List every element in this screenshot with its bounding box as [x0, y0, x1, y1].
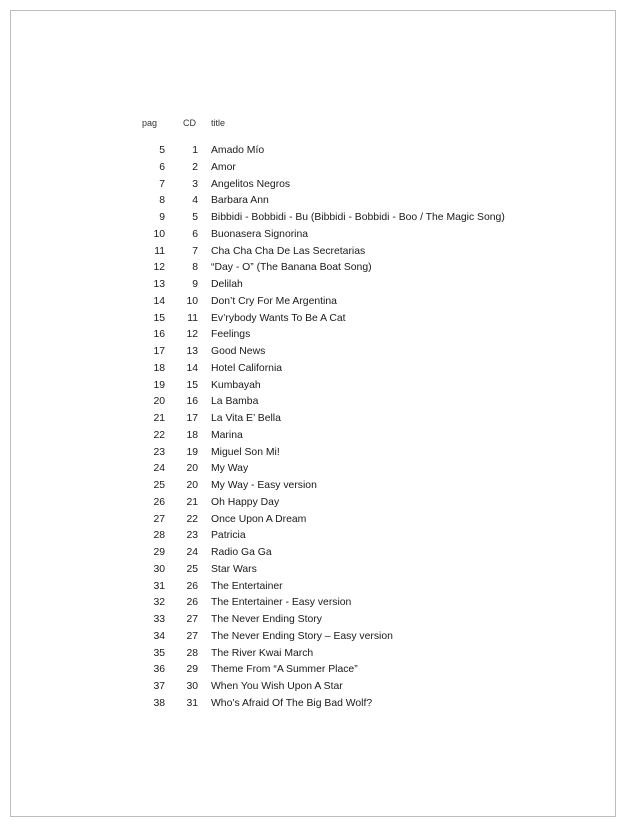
table-row — [0, 562, 600, 579]
song-title: My Way - Easy version — [211, 480, 317, 491]
page-number: 18 — [153, 362, 165, 374]
page-number: 7 — [159, 178, 165, 190]
table-row — [0, 177, 600, 194]
page-number: 11 — [154, 245, 165, 257]
cd-track-number: 27 — [186, 614, 198, 625]
page-number: 17 — [153, 346, 165, 357]
cd-track-number: 20 — [186, 463, 198, 475]
table-row — [0, 679, 600, 696]
cd-track-number: 7 — [192, 245, 198, 257]
cd-track-number: 11 — [187, 312, 198, 324]
header-pag: pag — [142, 118, 158, 128]
cd-track-number: 22 — [186, 513, 198, 525]
cd-track-number: 28 — [186, 647, 198, 659]
cd-track-number: 26 — [186, 580, 198, 592]
table-row — [0, 662, 600, 679]
page-number: 32 — [153, 597, 165, 609]
page-number: 25 — [153, 480, 165, 491]
page-number: 8 — [159, 195, 165, 207]
page-number: 6 — [159, 161, 165, 173]
song-title: When You Wish Upon A Star — [211, 681, 343, 692]
song-title: Amor — [211, 161, 236, 173]
song-title: Star Wars — [211, 563, 257, 575]
cd-track-number: 17 — [186, 413, 198, 424]
table-row — [0, 344, 600, 361]
song-title: Barbara Ann — [211, 195, 269, 207]
table-row — [0, 394, 600, 411]
page-number: 10 — [153, 228, 165, 240]
header-cd: CD — [183, 118, 196, 128]
table-row — [0, 512, 600, 529]
table-row — [0, 445, 600, 462]
cd-track-number: 26 — [186, 597, 198, 609]
song-title: Amado Mío — [211, 145, 265, 156]
page-number: 16 — [153, 329, 165, 341]
table-row — [0, 143, 600, 160]
page-number: 19 — [153, 379, 165, 391]
cd-track-number: 15 — [186, 379, 198, 391]
cd-track-number: 10 — [186, 295, 198, 307]
table-row — [0, 495, 600, 512]
page-number: 38 — [153, 697, 165, 709]
song-title: La Bamba — [211, 396, 259, 408]
song-title: The Never Ending Story — [211, 614, 322, 625]
table-row — [0, 260, 600, 277]
cd-track-number: 14 — [186, 362, 198, 374]
track-list — [0, 143, 600, 713]
table-row — [0, 579, 600, 596]
song-title: Hotel California — [211, 362, 283, 374]
song-title: Feelings — [211, 329, 251, 341]
table-row — [0, 612, 600, 629]
cd-track-number: 2 — [192, 161, 198, 173]
table-row — [0, 461, 600, 478]
cd-track-number: 21 — [186, 496, 198, 508]
cd-track-number: 29 — [186, 664, 198, 676]
page-number: 29 — [153, 547, 165, 558]
cd-track-number: 4 — [192, 195, 198, 207]
cd-track-number: 27 — [186, 630, 198, 642]
cd-track-number: 24 — [186, 547, 198, 558]
page-number: 12 — [153, 262, 165, 274]
cd-track-number: 13 — [186, 346, 198, 357]
table-row — [0, 327, 600, 344]
song-title: Theme From “A Summer Place” — [211, 664, 358, 676]
table-row — [0, 311, 600, 328]
song-title: Angelitos Negros — [211, 178, 291, 190]
cd-track-number: 23 — [186, 530, 198, 542]
song-title: The River Kwai March — [211, 647, 314, 659]
page-number: 9 — [159, 212, 165, 223]
page-number: 14 — [153, 295, 165, 307]
song-title: Radio Ga Ga — [211, 547, 272, 558]
page-number: 22 — [153, 429, 165, 441]
table-row — [0, 378, 600, 395]
cd-track-number: 25 — [186, 563, 198, 575]
table-row — [0, 696, 600, 713]
song-title: Bibbidi - Bobbidi - Bu (Bibbidi - Bobbidi - Boo / The Magic Song) — [211, 212, 505, 223]
song-title: Oh Happy Day — [211, 496, 280, 508]
page-number: 33 — [153, 614, 165, 625]
table-row — [0, 646, 600, 663]
table-row — [0, 294, 600, 311]
page-number: 31 — [153, 580, 165, 592]
song-title: Patricia — [211, 530, 246, 542]
cd-track-number: 18 — [186, 429, 198, 441]
song-title: Once Upon A Dream — [211, 513, 307, 525]
cd-track-number: 5 — [192, 212, 198, 223]
page-number: 15 — [153, 312, 165, 324]
page-number: 35 — [153, 647, 165, 659]
song-title: Ev’rybody Wants To Be A Cat — [211, 312, 346, 324]
cd-track-number: 20 — [186, 480, 198, 491]
page-number: 21 — [153, 413, 165, 424]
page-number: 5 — [159, 145, 165, 156]
table-row — [0, 528, 600, 545]
song-title: Cha Cha Cha De Las Secretarias — [211, 245, 366, 257]
table-row — [0, 361, 600, 378]
page-number: 37 — [153, 681, 165, 692]
song-title: The Never Ending Story – Easy version — [211, 630, 393, 642]
song-title: Kumbayah — [211, 379, 261, 391]
song-title: The Entertainer - Easy version — [211, 597, 352, 609]
table-row — [0, 428, 600, 445]
table-row — [0, 210, 600, 227]
table-row — [0, 629, 600, 646]
song-title: Delilah — [211, 279, 243, 290]
cd-track-number: 30 — [186, 681, 198, 692]
page-number: 30 — [153, 563, 165, 575]
page-number: 24 — [153, 463, 165, 475]
page-number: 36 — [153, 664, 165, 676]
cd-track-number: 19 — [186, 446, 198, 458]
song-title: Who’s Afraid Of The Big Bad Wolf? — [211, 697, 373, 709]
song-title: Miguel Son Mi! — [211, 446, 280, 458]
song-title: “Day - O” (The Banana Boat Song) — [211, 262, 372, 274]
table-row — [0, 595, 600, 612]
table-row — [0, 227, 600, 244]
page-number: 27 — [153, 513, 165, 525]
page-number: 13 — [153, 279, 165, 290]
table-row — [0, 277, 600, 294]
cd-track-number: 12 — [186, 329, 198, 341]
cd-track-number: 6 — [192, 228, 198, 240]
song-title: La Vita E’ Bella — [211, 413, 281, 424]
page-number: 26 — [153, 496, 165, 508]
table-row — [0, 193, 600, 210]
header-title: title — [211, 118, 226, 128]
column-header-row — [0, 118, 560, 132]
page-number: 34 — [153, 630, 165, 642]
page-number: 20 — [153, 396, 165, 408]
table-row — [0, 244, 600, 261]
cd-track-number: 31 — [186, 697, 198, 709]
cd-track-number: 1 — [192, 145, 198, 156]
page-number: 23 — [153, 446, 165, 458]
table-row — [0, 411, 600, 428]
song-title: The Entertainer — [211, 580, 283, 592]
table-row — [0, 545, 600, 562]
song-title: Marina — [211, 429, 243, 441]
song-title: My Way — [211, 463, 249, 475]
cd-track-number: 8 — [192, 262, 198, 274]
song-title: Don’t Cry For Me Argentina — [211, 295, 337, 307]
cd-track-number: 3 — [192, 178, 198, 190]
table-row — [0, 478, 600, 495]
cd-track-number: 9 — [192, 279, 198, 290]
page-number: 28 — [153, 530, 165, 542]
cd-track-number: 16 — [186, 396, 198, 408]
table-row — [0, 160, 600, 177]
song-title: Buonasera Signorina — [211, 228, 309, 240]
song-title: Good News — [211, 346, 266, 357]
